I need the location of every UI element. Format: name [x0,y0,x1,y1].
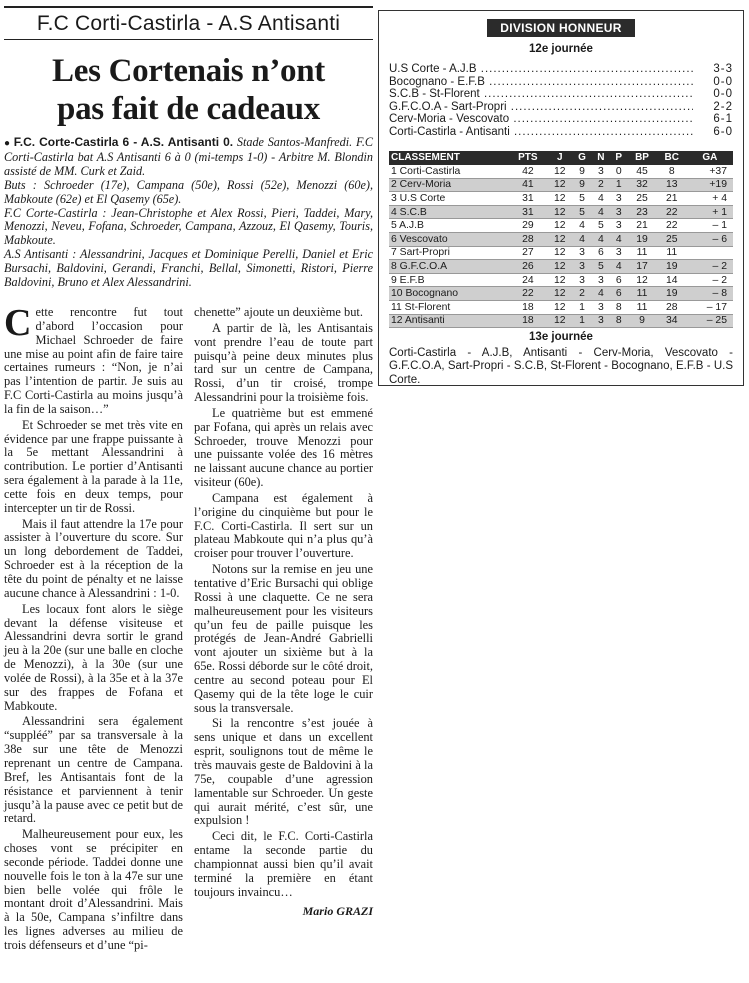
stat-cell: – 25 [687,314,733,328]
stat-cell: 41 [509,178,547,192]
match-teams: S.C.B - St-Florent ..... [389,88,693,101]
paragraph: Cette rencontre fut tout d’abord l’occasion pour Michael Schroeder de faire une mise au point afin de faire taire certaines rumeurs : “Non, je n’ai pas l’intention de partir. Je suis au F.C Corti-Castirla au moins jusqu’à la fin de la saison…” [4,301,183,416]
match-teams: U.S Corte - A.J.B ..... [389,63,693,76]
stat-cell: 4 [592,233,610,247]
match-score: 3-3 [713,63,733,75]
stat-cell: 3 [610,219,627,233]
column-header: J [547,151,572,165]
byline: Mario GRAZI [302,904,373,919]
summary-stadium: Stade Santos-Manfredi. F.C Corti-Castirla bat A.S Antisanti 6 à 0 (mi-temps 1-0) - Arbitre M. Blondin assisté de MM. Curk et Zaid. [4,135,374,178]
stat-cell: 12 [547,314,572,328]
stat-cell: – 6 [687,233,733,247]
stat-cell: 12 [547,219,572,233]
team-cell: 3 U.S Corte [389,192,509,206]
table-row [389,205,733,219]
stat-cell: 28 [657,301,687,315]
table-row [389,246,733,260]
team-cell: 1 Corti-Castirla [389,165,509,179]
paragraph: Les locaux font alors le siège devant la défense visiteuse et Alessandrini devra sortir le grand jeu à la 20e (sur une balle en cloche de Menozzi), à la 30e (sur une volée de Rossi), à la 35e et à la 37e sur des frappes de Fofana et Mabkoute. [4,601,183,713]
round-13-title: 13e journée [529,331,593,344]
stat-cell: 1 [572,301,591,315]
column-header: CLASSEMENT [389,151,509,165]
match-score: 6-1 [713,113,733,126]
stat-cell: 6 [610,273,627,287]
stat-cell: – 1 [687,219,733,233]
stat-cell: 19 [657,260,687,274]
table-row [389,260,733,274]
stat-cell: 8 [657,165,687,179]
standings-header [389,151,733,165]
stat-cell: 28 [509,233,547,247]
paragraph: Alessandrini sera également “suppléé” par sa transversale à la 38e sur une tête de Menozzi reprenant un centre de Campana. Bref, les Antisantais font de la résistance et parviennent à tenir jusqu’à la pause avec ce petit but de retard. [4,714,183,826]
article-column-1 [4,301,183,955]
stat-cell: – 2 [687,260,733,274]
match-results [389,63,733,139]
match-score: 6-0 [713,125,733,138]
stat-cell: 12 [547,233,572,247]
paragraph: Le quatrième but est emmené par Fofana, qui après un relais avec Schroeder, trouve Menozzi pour une puissante volée des 16 mètres ne laissant aucune chance au portier visiteur (60e). [194,405,373,490]
match-teams: Bocognano - E.F.B ..... [389,76,693,89]
headline-line-2: pas fait de cadeaux [57,91,320,127]
paragraph: Campana est également à l’origine du cinquième but pour le F.C. Corti-Castirla. Il sert sur un plateau Mabkoute qui n’a plus qu’à croiser pour trouver l’ouverture. [194,490,373,561]
match-teams: G.F.C.O.A - Sart-Propri ..... [389,101,693,114]
stat-cell: 12 [547,246,572,260]
stat-cell: 5 [592,260,610,274]
paragraph: Si la rencontre s’est jouée à sens unique et dans un excellent esprit, soulignons tout de même le très mauvais geste de Baldovini à la 75e, coupable d’une agression lamentable sur Schroeder. Un geste qui aurait mérité, c’est sûr, une expulsion ! [194,716,373,828]
summary-away-lineup: A.S Antisanti : Alessandrini, Jacques et Dominique Perelli, Daniel et Eric Bursachi, Baldovini, Gerandi, Franchi, Bellal, Simonetti, Ristori, Pierre Baldovini, Bruno et Alex Alessandrini. [4,247,373,290]
stat-cell: 27 [509,246,547,260]
stat-cell: 9 [572,178,591,192]
stat-cell: 13 [657,178,687,192]
paragraph: Ceci dit, le F.C. Corti-Castirla entame la seconde partie du championnat aussi bien qu’il avait terminé la première en étant toujours invaincu… [194,829,373,899]
stat-cell: 22 [657,205,687,219]
stat-cell: 0 [610,165,627,179]
article-column-2 [194,306,373,955]
standings-table [389,151,733,329]
stat-cell: 4 [610,233,627,247]
column-header: GA [687,151,733,165]
stat-cell: 6 [592,246,610,260]
paragraph: chenette” ajoute un deuxième but. [194,304,363,319]
stat-cell: 14 [657,273,687,287]
stat-cell: 5 [592,219,610,233]
stat-cell: – 17 [687,301,733,315]
stat-cell: 31 [509,192,547,206]
match-row [389,113,733,126]
table-row [389,165,733,179]
table-row [389,192,733,206]
stat-cell: 9 [627,314,656,328]
team-cell: 4 S.C.B [389,205,509,219]
stat-cell: 11 [627,301,656,315]
paragraph: Mais il faut attendre la 17e pour assister à l’ouverture du score. Sur un long debordement de Taddei, Schroeder est à la réception de la tête du point de pénalty et ne laisse aucune chance à Alessandrini : 1-0. [4,516,183,600]
stat-cell: 12 [547,178,572,192]
stat-cell: 3 [592,301,610,315]
stat-cell: 5 [572,205,591,219]
stat-cell: – 8 [687,287,733,301]
stat-cell: 3 [572,246,591,260]
column-header: P [610,151,627,165]
stat-cell: 12 [627,273,656,287]
column-header: BC [657,151,687,165]
stat-cell: 8 [610,301,627,315]
match-summary [4,136,373,290]
round-13-fixtures: Corti-Castirla - A.J.B, Antisanti - Cerv-Moria, Vescovato - G.F.C.O.A, Sart-Propri - S.C.B, St-Florent - Bocognano, E.F.B - U.S Corte. [389,347,733,386]
results-box [378,10,744,386]
stat-cell: 21 [627,219,656,233]
stat-cell: 12 [547,287,572,301]
division-title: DIVISION HONNEUR [487,19,635,37]
stat-cell: + 1 [687,205,733,219]
team-cell: 8 G.F.C.O.A [389,260,509,274]
stat-cell: 5 [572,192,591,206]
match-row [389,126,733,139]
team-cell: 12 Antisanti [389,314,509,328]
round-12-title: 12e journée [529,43,593,55]
stat-cell [687,246,733,260]
stat-cell: 31 [509,205,547,219]
stat-cell: 8 [610,314,627,328]
stat-cell: 32 [627,178,656,192]
stat-cell: 3 [592,314,610,328]
stat-cell: 4 [592,192,610,206]
match-row [389,88,733,101]
stat-cell: 34 [657,314,687,328]
team-cell: 7 Sart-Propri [389,246,509,260]
stat-cell: 6 [610,287,627,301]
column-header: G [572,151,591,165]
match-score: 0-0 [713,75,733,88]
match-teams: Corti-Castirla - Antisanti ..... [389,126,693,139]
paragraph: Notons sur la remise en jeu une tentative d’Eric Bursachi qui oblige Rossi à une claquette. Ce ne sera malheureusement pour les visiteurs qu’un feu de paille puisque les protégés de Jean-André Gabrielli vont ajouter un sixième but à la 65e. Rossi déborde sur le côté droit, centre au second poteau pour El Qasemy qui de la tête loge le cuir sous la transversale. [194,562,373,715]
stat-cell: – 2 [687,273,733,287]
stat-cell: 42 [509,165,547,179]
stat-cell: 19 [627,233,656,247]
team-cell: 9 E.F.B [389,273,509,287]
stat-cell: 18 [509,301,547,315]
stat-cell: 22 [657,219,687,233]
summary-goals: Buts : Schroeder (17e), Campana (50e), Rossi (52e), Menozzi (60e), Mabkoute (62e) et El Qasemy (65e). [4,177,373,206]
stat-cell: 25 [627,192,656,206]
column-header: N [592,151,610,165]
stat-cell: 11 [627,246,656,260]
team-cell: 6 Vescovato [389,233,509,247]
paragraph: Malheureusement pour eux, les choses vont se précipiter en seconde période. Taddei donne une nouvelle fois le ton à la 47e sur une bien belle volée qui frôle le montant droit d’Alessandrini. Mais à la 50e, Campana s’infiltre dans les lignes adverses au milieu de trois défenseurs et d’une “pi- [4,827,183,952]
match-kicker: F.C Corti-Castirla - A.S Antisanti [4,6,373,40]
team-cell: 5 A.J.B [389,219,509,233]
stat-cell: 3 [572,260,591,274]
bullet-icon: ● [4,138,11,149]
stat-cell: 12 [547,301,572,315]
article [4,6,373,981]
stat-cell: 1 [572,314,591,328]
stat-cell: 3 [592,165,610,179]
stat-cell: 4 [592,205,610,219]
table-row [389,301,733,315]
match-row [389,101,733,114]
stat-cell: 2 [592,178,610,192]
headline-line-1: Les Cortenais n’ont [52,53,325,89]
summary-home-lineup: F.C Corte-Castirla : Jean-Christophe et Alex Rossi, Pieri, Taddei, Mary, Menozzi, Neveu, Fofana, Schroeder, Campana, Azzouz, El Qasemy, Touris, Mabkoute. [4,205,373,248]
dropcap: C [4,301,32,344]
stat-cell: 25 [657,233,687,247]
column-header: PTS [509,151,547,165]
stat-cell: 45 [627,165,656,179]
table-row [389,287,733,301]
stat-cell: 4 [572,233,591,247]
stat-cell: 3 [610,192,627,206]
stat-cell: 23 [627,205,656,219]
match-score: 2-2 [713,100,733,113]
stat-cell: 12 [547,165,572,179]
stat-cell: 29 [509,219,547,233]
table-row [389,178,733,192]
stat-cell: 26 [509,260,547,274]
stat-cell: 3 [592,273,610,287]
stat-cell: 18 [509,314,547,328]
team-cell: 2 Cerv-Moria [389,178,509,192]
column-header: BP [627,151,656,165]
stat-cell: 9 [572,165,591,179]
stat-cell: 22 [509,287,547,301]
stat-cell: 17 [627,260,656,274]
match-row [389,76,733,89]
stat-cell: +19 [687,178,733,192]
stat-cell: 4 [610,260,627,274]
stat-cell: 4 [572,219,591,233]
table-row [389,233,733,247]
stat-cell: 12 [547,273,572,287]
stat-cell: 2 [572,287,591,301]
stat-cell: +37 [687,165,733,179]
stat-cell: 12 [547,192,572,206]
team-cell: 11 St-Florent [389,301,509,315]
stat-cell: 1 [610,178,627,192]
table-row [389,219,733,233]
team-cell: 10 Bocognano [389,287,509,301]
stat-cell: 4 [592,287,610,301]
article-body [4,301,373,955]
stat-cell: 11 [657,246,687,260]
paragraph: A partir de là, les Antisantais vont prendre l’eau de toute part puisqu’à peine deux minutes plus tard sur un centre de Campana, Rossi, d’un tir croisé, trompe Alessandrini pour la troisième fois. [194,320,373,405]
stat-cell: 12 [547,205,572,219]
stat-cell: 24 [509,273,547,287]
headline [4,52,373,128]
stat-cell: 11 [627,287,656,301]
stat-cell: 3 [572,273,591,287]
table-row [389,273,733,287]
table-row [389,314,733,328]
stat-cell: + 4 [687,192,733,206]
stat-cell: 21 [657,192,687,206]
stat-cell: 3 [610,205,627,219]
stat-cell: 12 [547,260,572,274]
summary-lead: F.C. Corte-Castirla 6 - A.S. Antisanti 0. [13,135,234,149]
stat-cell: 19 [657,287,687,301]
paragraph: Et Schroeder se met très vite en évidence par une frappe puissante à la 5e mettant Alessandrini à contribution. Le portier d’Antisanti sera également à la parade à la 11e, cette fois en deux temps, pour intercepter un tir de Rossi. [4,417,183,515]
match-score: 0-0 [713,88,733,101]
match-teams: Cerv-Moria - Vescovato ..... [389,113,693,126]
match-row [389,63,733,76]
stat-cell: 3 [610,246,627,260]
